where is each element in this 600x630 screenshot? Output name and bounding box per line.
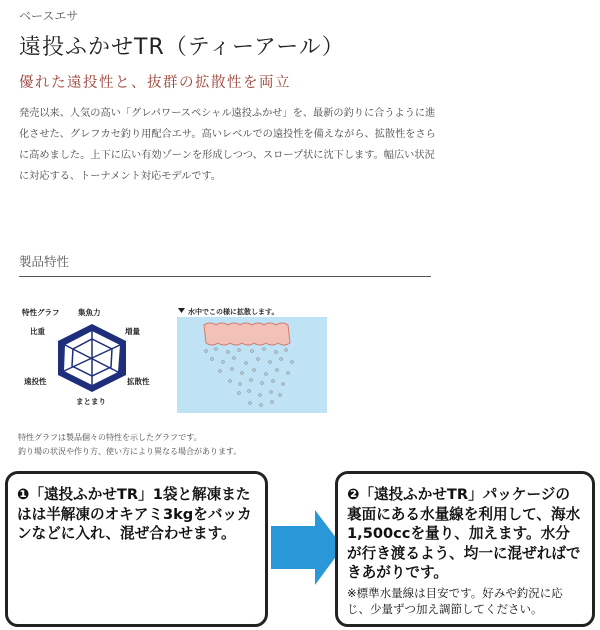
chart-note: 特性グラフは製品個々の特性を示したグラフです。 [18, 433, 202, 442]
diffusion-diagram [176, 307, 328, 413]
bait-cloud [204, 323, 290, 345]
radar-label: 集魚力 [78, 308, 101, 317]
chart-note: 釣り場の状況や作り方、使い方により異なる場合があります。 [18, 447, 242, 456]
step-number-marker: ❷ [347, 486, 360, 503]
step-card-2 [335, 471, 595, 627]
step-text [347, 485, 582, 583]
step-instruction: 「遠投ふかせTR」パッケージの裏面にある水量線を利用して、海水1,500ccを量り、加えます。水分が行き渡るよう、均一に混ぜればできあがりです。 [347, 486, 581, 581]
radar-label: 比重 [30, 327, 45, 336]
next-step-arrow-icon [271, 510, 343, 585]
radar-label: 拡散性 [127, 377, 150, 386]
down-triangle-icon [178, 308, 185, 313]
step-note: ※標準水量線は目安です。好みや釣況に応じ、少量ずつ加え調節してください。 [347, 585, 563, 616]
step-instruction: 「遠投ふかせTR」1袋と解凍またはは半解凍のオキアミ3kgをバッカンなどに入れ、混ぜ合わせます。 [17, 486, 252, 542]
radar-title: 特性グラフ [22, 308, 60, 317]
step-card-1 [5, 471, 268, 627]
radar-label: まとまり [76, 397, 106, 406]
features-heading: 製品特性 [19, 254, 70, 269]
product-tagline: 優れた遠投性と、抜群の拡散性を両立 [19, 75, 291, 91]
step-number-marker: ❶ [17, 486, 30, 503]
product-description: 発売以来、人気の高い「グレパワースペシャル遠投ふかせ」を、最新の釣りに合うように進化させた、グレフカセ釣り用配合エサ。高いレベルでの遠投性を備えながら、拡散性をさらに高めました。上下に広い有効ゾーンを形成しつつ、スロープ状に沈下します。幅広い状況に対応する、トーナメント対応モデルです。 [19, 108, 436, 182]
radar-label: 遠投性 [24, 377, 47, 386]
diagram-title: 水中でこの様に拡散します。 [188, 308, 279, 316]
step-text [17, 485, 255, 544]
radar-chart [20, 306, 180, 416]
category-label: ベースエサ [19, 9, 79, 23]
radar-label: 増量 [125, 327, 140, 336]
product-title: 遠投ふかせTR（ティーアール） [19, 35, 345, 60]
section-divider [19, 276, 431, 277]
